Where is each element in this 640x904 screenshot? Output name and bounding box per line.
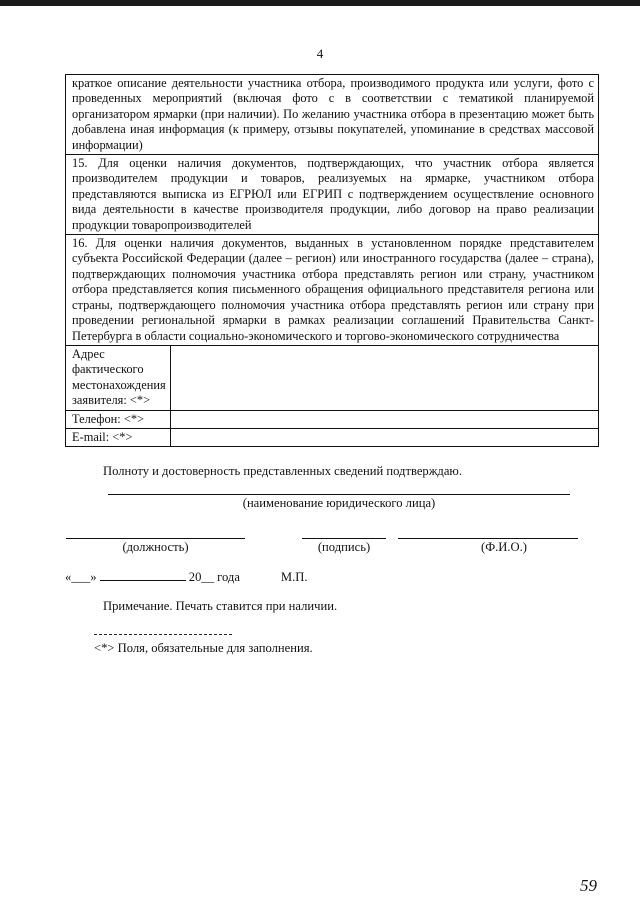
signature-caption: (подпись): [317, 540, 371, 554]
month-blank[interactable]: [100, 569, 186, 581]
year-blank[interactable]: __: [201, 570, 214, 584]
scan-top-edge: [0, 0, 640, 6]
item-16-text: 16. Для оценки наличия документов, выданных в установленном порядке представителем субъекта Российской Федерации (далее – регион) или иностранного государства (далее – страна), подтверждающих полномочия участника отбора представлять регион или страну, участником отбора представляется копия письменного обращения официального представителя региона или страны, подтверждающего полномочия участника отбора представлять регион или страну при проведении региональной ярмарки в рамках реализации соглашений Правительства Санкт-Петербурга в области социально-экономического и торгово-экономического сотрудничества: [66, 235, 599, 346]
table-row-address: [66, 345, 599, 410]
table-row-16: [66, 235, 599, 346]
stamp-note: Примечание. Печать ставится при наличии.: [103, 599, 338, 613]
legal-entity-line[interactable]: [108, 494, 570, 495]
footnote-separator: [94, 634, 232, 635]
full-name-caption: (Ф.И.О.): [481, 540, 527, 554]
email-label: E-mail: <*>: [66, 428, 171, 446]
full-name-line[interactable]: [398, 538, 578, 539]
legal-entity-caption: (наименование юридического лица): [242, 496, 436, 510]
application-form-table: [65, 74, 599, 447]
phone-field[interactable]: [170, 410, 598, 428]
date-close-quote: »: [90, 570, 97, 584]
required-fields-footnote: <*> Поля, обязательные для заполнения.: [94, 641, 313, 655]
address-label: Адрес фактического местонахождения заявителя: <*>: [66, 345, 171, 410]
handwritten-sheet-number: 59: [580, 876, 597, 895]
phone-label: Телефон: <*>: [66, 410, 171, 428]
year-word: года: [217, 570, 240, 584]
item-15-text: 15. Для оценки наличия документов, подтверждающих, что участник отбора является производителем продукции и товаров, реализуемых на ярмарке, участником отбора представляются выписка из ЕГРЮЛ или ЕГРИП с подтверждением осуществление основного вида деятельности в качестве производителя продукции, либо договор на право реализации продукции товаропроизводителей: [66, 155, 599, 235]
confirmation-statement: Полноту и достоверность представленных сведений подтверждаю.: [103, 464, 462, 478]
table-row-15: [66, 155, 599, 235]
table-row-email: [66, 428, 599, 446]
stamp-place: М.П.: [280, 570, 308, 584]
table-row-continuation: [66, 75, 599, 155]
continuation-text: краткое описание деятельности участника отбора, производимого продукта или услуги, фото с проведенных мероприятий (включая фото с в соответствии с тематикой планируемой организатором ярмарки (при наличии). По желанию участника отбора в презентацию может быть добавлена иная информация (к примеру, отзывы покупателей, упоминание в средствах массовой информации): [66, 75, 599, 155]
day-blank[interactable]: ___: [71, 570, 91, 584]
date-open-quote: «: [65, 570, 72, 584]
address-field[interactable]: [170, 345, 598, 410]
position-caption: (должность): [122, 540, 189, 554]
date-line: [65, 569, 307, 585]
position-line[interactable]: [66, 538, 245, 539]
year-prefix: 20: [188, 570, 202, 584]
table-row-phone: [66, 410, 599, 428]
signature-line[interactable]: [302, 538, 386, 539]
email-field[interactable]: [170, 428, 598, 446]
page-number: 4: [316, 46, 324, 61]
